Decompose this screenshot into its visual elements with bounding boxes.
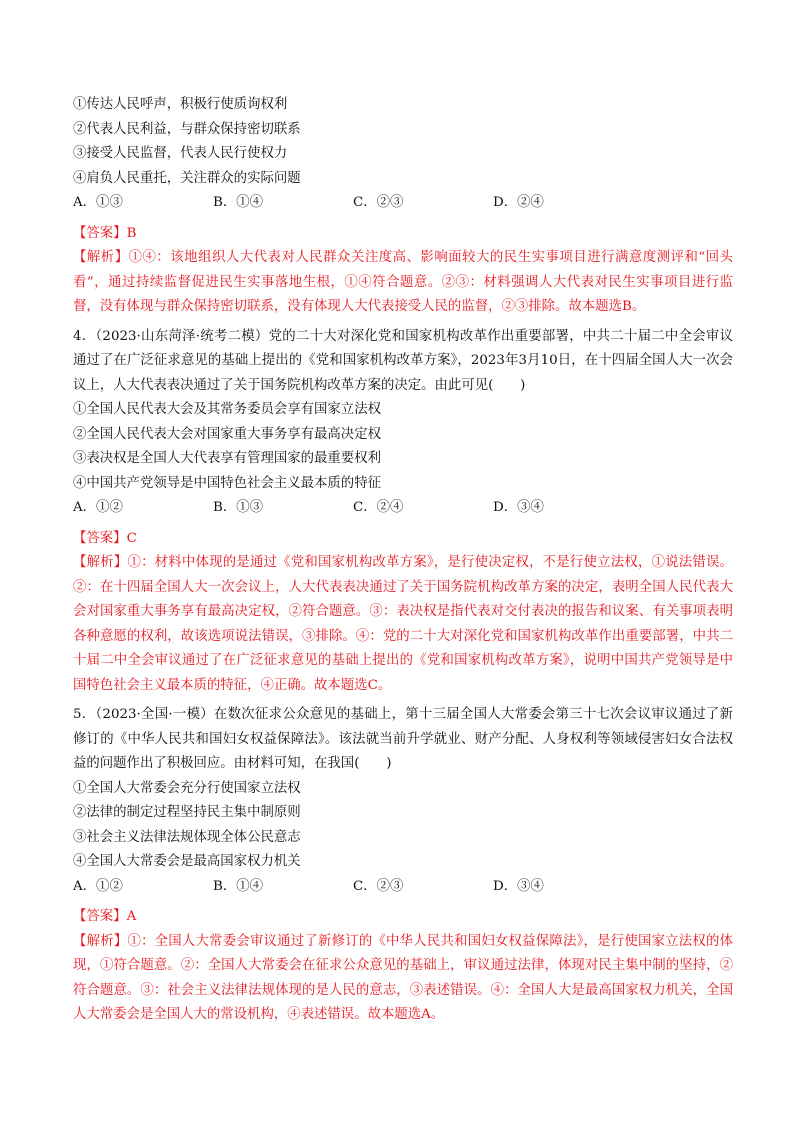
choice-b: B．①④	[213, 878, 264, 894]
question-stem: 4．（2023·山东菏泽·统考二模）党的二十大对深化党和国家机构改革作出重要部署，中共二十届二中全会审议通过了在广泛征求意见的基础上提出的《党和国家机构改革方案》，2023年3月10日，在十四届全国人大一次会议上，人大代表表决通过了关于国务院机构改革方案的决定。由此可见( )	[73, 328, 733, 393]
choice-c: C．②③	[353, 195, 404, 210]
choice-d: D．②④	[493, 195, 544, 210]
analysis	[73, 246, 733, 320]
choice-d: D．③④	[493, 878, 544, 894]
option-item-1: ①全国人民代表大会及其常务委员会享有国家立法权	[73, 402, 381, 417]
choice-row	[73, 496, 733, 521]
answer-tag: 【答案】	[73, 225, 127, 241]
analysis	[73, 551, 733, 698]
option-item-2: ②代表人民利益，与群众保持密切联系	[73, 121, 301, 137]
question-4	[73, 325, 733, 699]
answer	[73, 222, 733, 247]
option-item-4: ④中国共产党领导是中国特色社会主义最本质的特征	[73, 475, 381, 491]
analysis-text: ①④：该地组织人大代表对人民群众关注度高、影响面较大的民生实事项目进行满意度测评和“回头看”，通过持续监督促进民生实事落地生根，①④符合题意。②③：材料强调人大代表对民生实事项目进行监督，没有体现与群众保持密切联系，没有体现人大代表接受人民的监督，②③排除。故本题选B。	[73, 250, 734, 314]
choice-d: D．③④	[493, 500, 544, 515]
analysis-tag: 【解析】	[73, 933, 128, 949]
answer	[73, 527, 733, 552]
document-body	[73, 93, 733, 1028]
answer-value: C	[126, 530, 137, 546]
choice-c: C．②④	[353, 500, 404, 515]
choice-a: A．①③	[73, 195, 123, 210]
answer	[73, 905, 733, 930]
answer-value: A	[126, 909, 137, 924]
choice-a: A．①②	[73, 878, 123, 894]
option-item-1: ①全国人大常委会充分行使国家立法权	[73, 780, 301, 796]
analysis-text: ①：全国人大常委会审议通过了新修订的《中华人民共和国妇女权益保障法》，是行使国家立法权的体现，①符合题意。②：全国人大常委会在征求公众意见的基础上，审议通过法律，体现对民主集中制的坚持，②符合题意。③：社会主义法律法规体现的是人民的意志，③表述错误。④：全国人大是最高国家权力机关，全国人大常委会是全国人大的常设机构，④表述错误。故本题选A。	[73, 933, 734, 1022]
option-item-1: ①传达人民呼声，积极行使质询权利	[73, 97, 288, 112]
question-stem: 5．（2023·全国·一模）在数次征求公众意见的基础上，第十三届全国人大常委会第三十七次会议审议通过了新修订的《中华人民共和国妇女权益保障法》。该法就当前升学就业、财产分配、人身权利等领域侵害妇女合法权益的问题作出了积极回应。由材料可知，在我国( )	[73, 707, 733, 771]
option-item-3: ③表决权是全国人大代表享有管理国家的最重要权利	[73, 451, 381, 466]
option-item-4: ④全国人大常委会是最高国家权力机关	[73, 854, 301, 869]
analysis-tag: 【解析】	[73, 250, 129, 265]
choice-row	[73, 875, 733, 900]
analysis-tag: 【解析】	[73, 555, 128, 570]
question-3	[73, 93, 733, 320]
analysis	[73, 930, 733, 1028]
analysis-text: ①：材料中体现的是通过《党和国家机构改革方案》，是行使决定权，不是行使立法权，①说法错误。②：在十四届全国人大一次会议上，人大代表表决通过了关于国务院机构改革方案的决定，表明全国人民代表大会对国家重大事务享有最高决定权，②符合题意。③：表决权是指代表对交付表决的报告和议案、有关事项表明各种意愿的权利，故该选项说法错误，③排除。④：党的二十大对深化党和国家机构改革作出重要部署，中共二十届二中全会审议通过了在广泛征求意见的基础上提出的《党和国家机构改革方案》，说明中国共产党领导是中国特色社会主义最本质的特征，④正确。故本题选C。	[73, 555, 734, 693]
choice-c: C．②③	[353, 878, 404, 894]
option-item-2: ②法律的制定过程坚持民主集中制原则	[73, 805, 301, 820]
choice-b: B．①③	[213, 500, 264, 515]
answer-tag: 【答案】	[73, 909, 127, 924]
option-item-3: ③接受人民监督，代表人民行使权力	[73, 146, 288, 161]
choice-b: B．①④	[213, 195, 264, 210]
answer-tag: 【答案】	[73, 530, 127, 546]
option-item-3: ③社会主义法律法规体现全体公民意志	[73, 829, 301, 845]
option-item-4: ④肩负人民重托，关注群众的实际问题	[73, 170, 301, 186]
answer-value: B	[126, 225, 137, 241]
choice-a: A．①②	[73, 500, 123, 515]
question-5	[73, 703, 733, 1028]
option-item-2: ②全国人民代表大会对国家重大事务享有最高决定权	[73, 426, 381, 442]
choice-row	[73, 191, 733, 216]
